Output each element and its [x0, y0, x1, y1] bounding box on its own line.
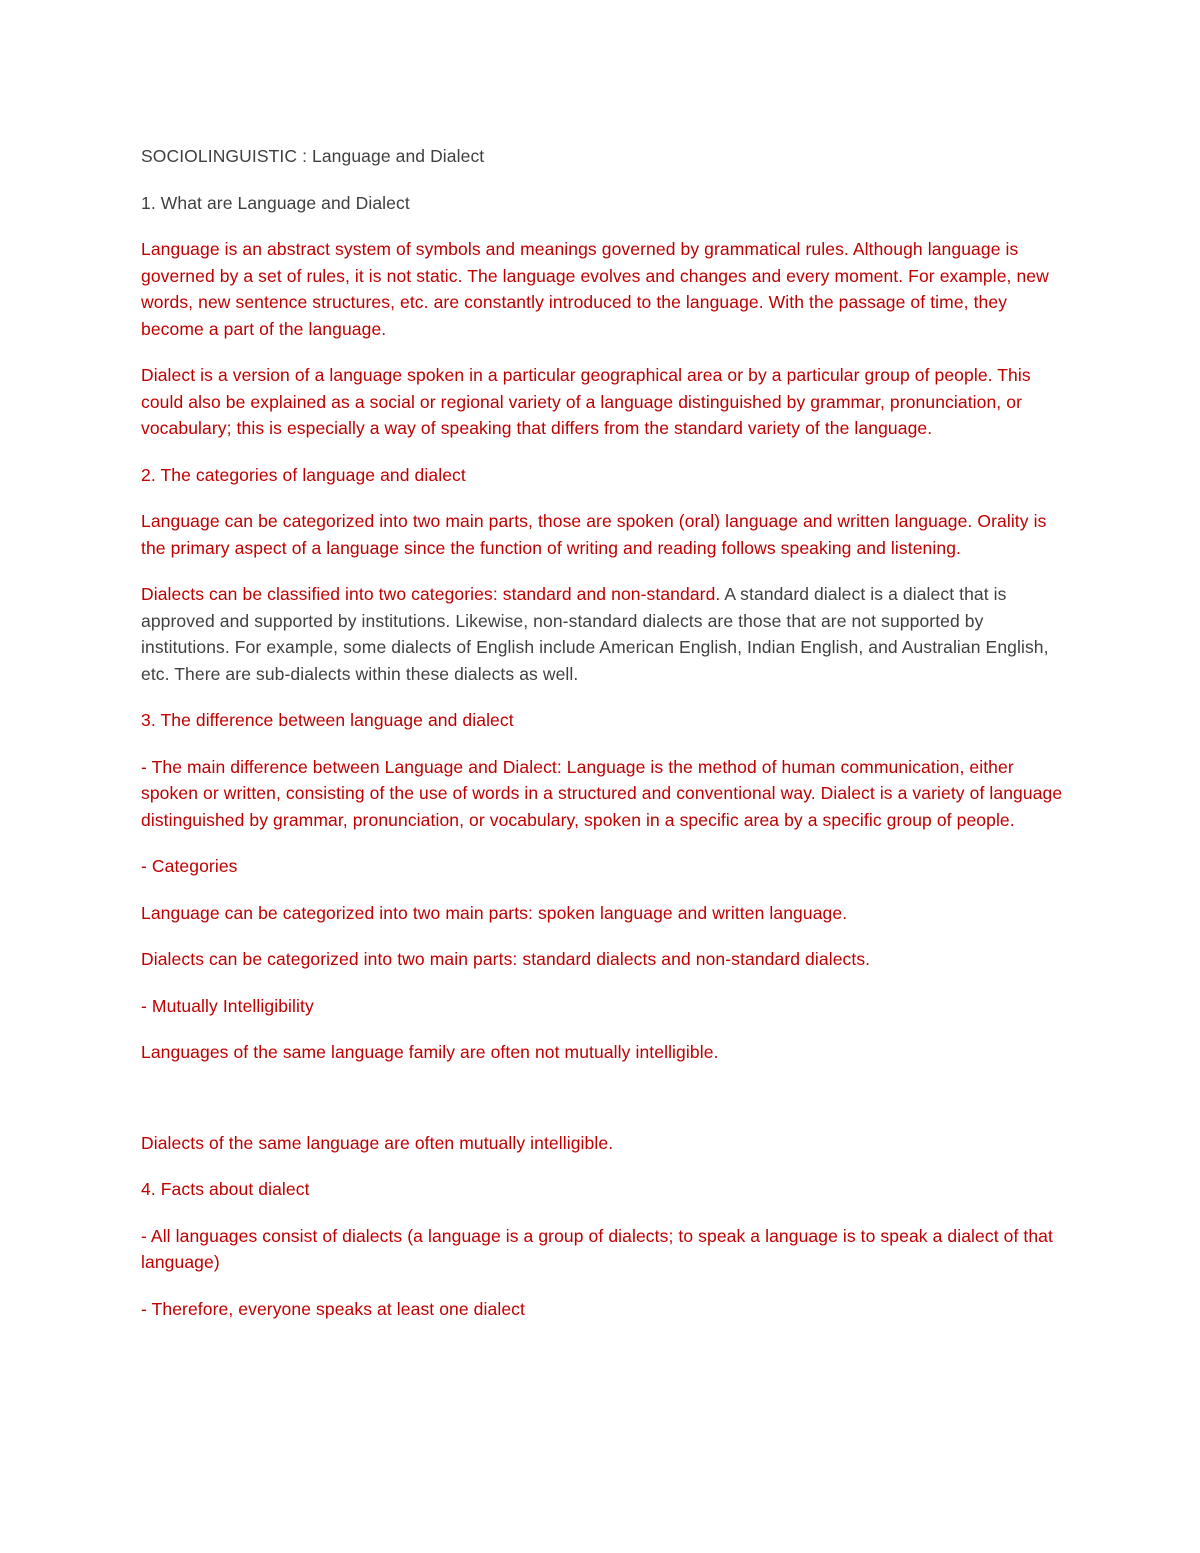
section-3-main-difference: - The main difference between Language and Dialect: Language is the method of human communication, either spoken or written, consisting of the use of words in a structured and conventional way. Dialect is a variety of language distinguished by grammar, pronunciation, or vocabulary, spoken in a specific area by a specific group of people.	[141, 756, 1063, 830]
section-3-categories-dialect: Dialects can be categorized into two main parts: standard dialects and non-standard dialects.	[141, 949, 871, 969]
section-2-language-paragraph	[141, 508, 1066, 561]
section-3-intelligibility-language: Languages of the same language family are often not mutually intelligible.	[141, 1042, 719, 1062]
section-3-categories-heading: - Categories	[141, 856, 238, 876]
section-3-intelligibility-heading: - Mutually Intelligibility	[141, 995, 314, 1016]
section-1-heading: 1. What are Language and Dialect	[141, 192, 410, 213]
section-3-categories-language: Language can be categorized into two main parts: spoken language and written language.	[141, 902, 848, 923]
section-4-heading: 4. Facts about dialect	[141, 1179, 310, 1199]
section-2-heading: 2. The categories of language and dialect	[141, 464, 466, 485]
section-2-dialect-paragraph	[141, 581, 1066, 687]
document-body	[141, 143, 1066, 1342]
section-4-fact-2: - Therefore, everyone speaks at least one dialect	[141, 1298, 525, 1319]
section-4-fact-1: - All languages consist of dialects (a language is a group of dialects; to speak a language is to speak a dialect of that language)	[141, 1225, 1053, 1272]
section-1-language-paragraph: Language is an abstract system of symbols and meanings governed by grammatical rules. Although language is governed by a set of rules, it is not static. The language evolves and changes and every moment. For example, new words, new sentence structures, etc. are constantly introduced to the language. With the passage of time, they become a part of the language.	[141, 239, 1049, 339]
section-3-intelligibility-dialect: Dialects of the same language are often mutually intelligible.	[141, 1132, 614, 1153]
section-2-dialect-gray-text: A standard dialect is a dialect that is approved and supported by institutions. Likewise, non-standard dialects are those that are not supported by institutions. For example, some dialects of English include American English, Indian English, and Australian English, etc. There are sub-dialects within these dialects as well.	[141, 584, 1049, 684]
section-3-heading: 3. The difference between language and dialect	[141, 710, 514, 730]
section-2-language-text: Language can be categorized into two main parts, those are spoken (oral) language and written language. Orality is the primary aspect of a language since the function of writing and reading follows speaking and listening.	[141, 511, 1047, 558]
section-1-dialect-paragraph: Dialect is a version of a language spoken in a particular geographical area or by a particular group of people. This could also be explained as a social or regional variety of a language distinguished by grammar, pronunciation, or vocabulary; this is especially a way of speaking that differs from the standard variety of the language.	[141, 365, 1031, 438]
section-2-dialect-red-text: Dialects can be classified into two categories: standard and non-standard.	[141, 584, 721, 604]
document-title: SOCIOLINGUISTIC : Language and Dialect	[141, 146, 485, 166]
